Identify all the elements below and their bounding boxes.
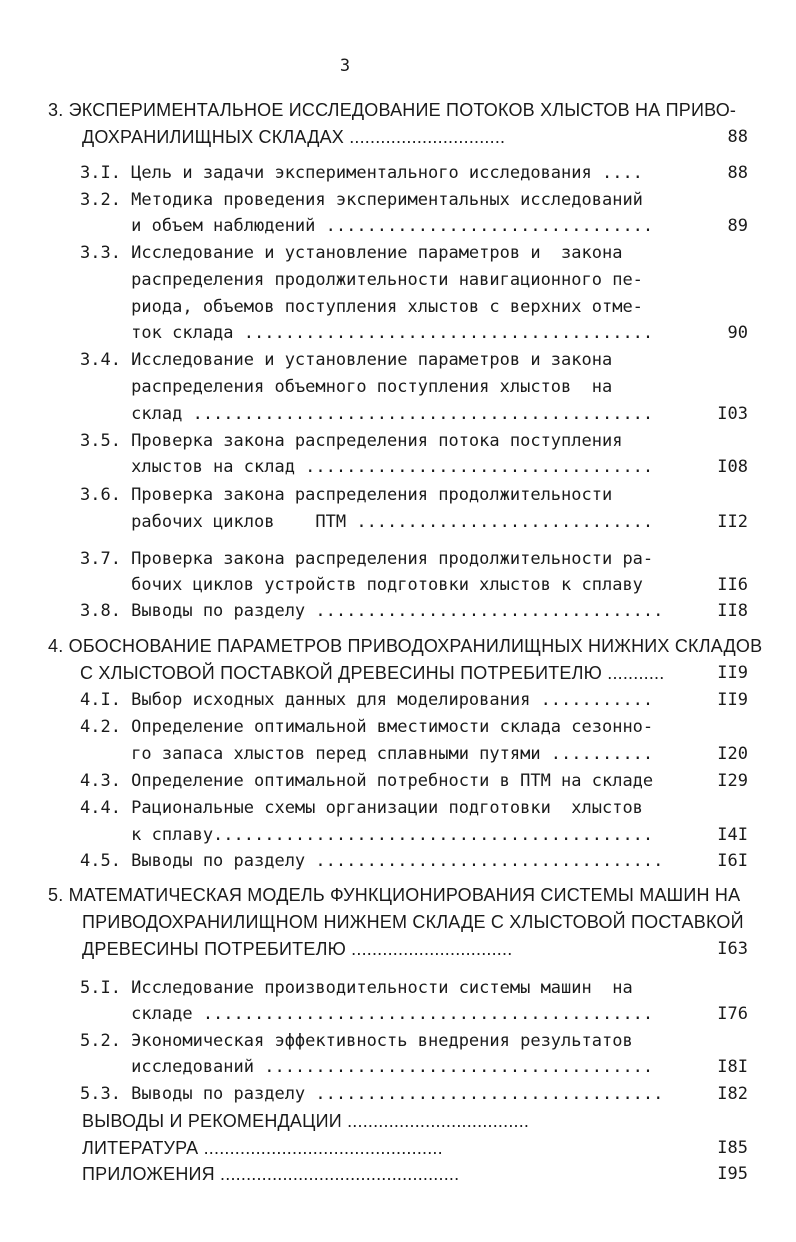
- toc-page: II6: [717, 575, 748, 595]
- toc-line: складе ............................................: [80, 1004, 654, 1024]
- toc-page: I82: [717, 1084, 748, 1104]
- toc-page: I63: [717, 939, 748, 959]
- page-number: 3: [339, 56, 351, 76]
- toc-line: 3.3. Исследование и установление параметров и закона: [80, 243, 623, 263]
- toc-line: ПРИЛОЖЕНИЯ ..............................................: [82, 1164, 460, 1184]
- toc-page: 88: [727, 127, 748, 147]
- toc-page: 90: [727, 323, 748, 343]
- toc-line: хлыстов на склад ..................................: [80, 457, 654, 477]
- toc-page: I95: [717, 1164, 748, 1184]
- toc-page: I85: [717, 1138, 748, 1158]
- toc-page: I6I: [717, 851, 748, 871]
- toc-page: I20: [717, 744, 748, 764]
- toc-line: рабочих циклов ПТМ .............................: [80, 512, 654, 532]
- toc-page: II9: [717, 690, 748, 710]
- toc-line: распределения объемного поступления хлыстов на: [80, 377, 613, 397]
- toc-line: го запаса хлыстов перед сплавными путями ..........: [80, 744, 654, 764]
- toc-line: 4.I. Выбор исходных данных для моделирования ...........: [80, 690, 654, 710]
- toc-page: I08: [717, 457, 748, 477]
- toc-page: I29: [717, 771, 748, 791]
- toc-page: 89: [727, 216, 748, 236]
- toc-page: II9: [717, 663, 748, 683]
- toc-line: 3.5. Проверка закона распределения потока поступления: [80, 431, 623, 451]
- toc-page: I8I: [717, 1057, 748, 1077]
- toc-page: I4I: [717, 825, 748, 845]
- toc-line: распределения продолжительности навигационного пе-: [80, 270, 643, 290]
- toc-line: С ХЛЫСТОВОЙ ПОСТАВКОЙ ДРЕВЕСИНЫ ПОТРЕБИТЕЛЮ ...........: [80, 663, 665, 683]
- toc-line: ток склада ........................................: [80, 323, 654, 343]
- toc-line: 3.8. Выводы по разделу ..................................: [80, 601, 664, 621]
- toc-page: I76: [717, 1004, 748, 1024]
- toc-line: ВЫВОДЫ И РЕКОМЕНДАЦИИ ...................................: [82, 1111, 530, 1131]
- toc-line: 3.4. Исследование и установление параметров и закона: [80, 350, 613, 370]
- toc-line: 5.I. Исследование производительности системы машин на: [80, 978, 633, 998]
- toc-line: 5.2. Экономическая эффективность внедрения результатов: [80, 1031, 633, 1051]
- toc-line: 5. МАТЕМАТИЧЕСКАЯ МОДЕЛЬ ФУНКЦИОНИРОВАНИЯ СИСТЕМЫ МАШИН НА: [48, 885, 741, 905]
- toc-line: склад .............................................: [80, 404, 654, 424]
- toc-line: и объем наблюдений ................................: [80, 216, 654, 236]
- toc-line: 4.4. Рациональные схемы организации подготовки хлыстов: [80, 798, 643, 818]
- toc-page: 88: [727, 163, 748, 183]
- toc-line: бочих циклов устройств подготовки хлыстов к сплаву: [80, 575, 643, 595]
- toc-line: 4.5. Выводы по разделу ..................................: [80, 851, 664, 871]
- toc-line: ЛИТЕРАТУРА ..............................................: [82, 1138, 443, 1158]
- toc-line: исследований ......................................: [80, 1057, 654, 1077]
- toc-line: 3.2. Методика проведения экспериментальных исследований: [80, 190, 643, 210]
- toc-line: риода, объемов поступления хлыстов с верхних отме-: [80, 297, 643, 317]
- toc-line: 4.2. Определение оптимальной вместимости склада сезонно-: [80, 717, 654, 737]
- toc-page: II2: [717, 512, 748, 532]
- toc-line: 5.3. Выводы по разделу ..................................: [80, 1084, 664, 1104]
- toc-line: 4.3. Определение оптимальной потребности в ПТМ на складе: [80, 771, 654, 791]
- toc-page: I03: [717, 404, 748, 424]
- toc-line: ДРЕВЕСИНЫ ПОТРЕБИТЕЛЮ ...............................: [82, 939, 513, 959]
- toc-line: ДОХРАНИЛИЩНЫХ СКЛАДАХ ..............................: [82, 127, 506, 147]
- toc-line: 3.I. Цель и задачи экспериментального исследования ....: [80, 163, 643, 183]
- toc-line: 3.6. Проверка закона распределения продолжительности: [80, 485, 613, 505]
- toc-line: 3. ЭКСПЕРИМЕНТАЛЬНОЕ ИССЛЕДОВАНИЕ ПОТОКОВ ХЛЫСТОВ НА ПРИВО-: [48, 100, 737, 120]
- toc-line: 4. ОБОСНОВАНИЕ ПАРАМЕТРОВ ПРИВОДОХРАНИЛИЩНЫХ НИЖНИХ СКЛАДОВ: [48, 636, 763, 656]
- toc-line: 3.7. Проверка закона распределения продолжительности ра-: [80, 549, 654, 569]
- toc-page: II8: [717, 601, 748, 621]
- toc-line: ПРИВОДОХРАНИЛИЩНОМ НИЖНЕМ СКЛАДЕ С ХЛЫСТОВОЙ ПОСТАВКОЙ: [82, 912, 744, 932]
- toc-line: к сплаву...........................................: [80, 825, 654, 845]
